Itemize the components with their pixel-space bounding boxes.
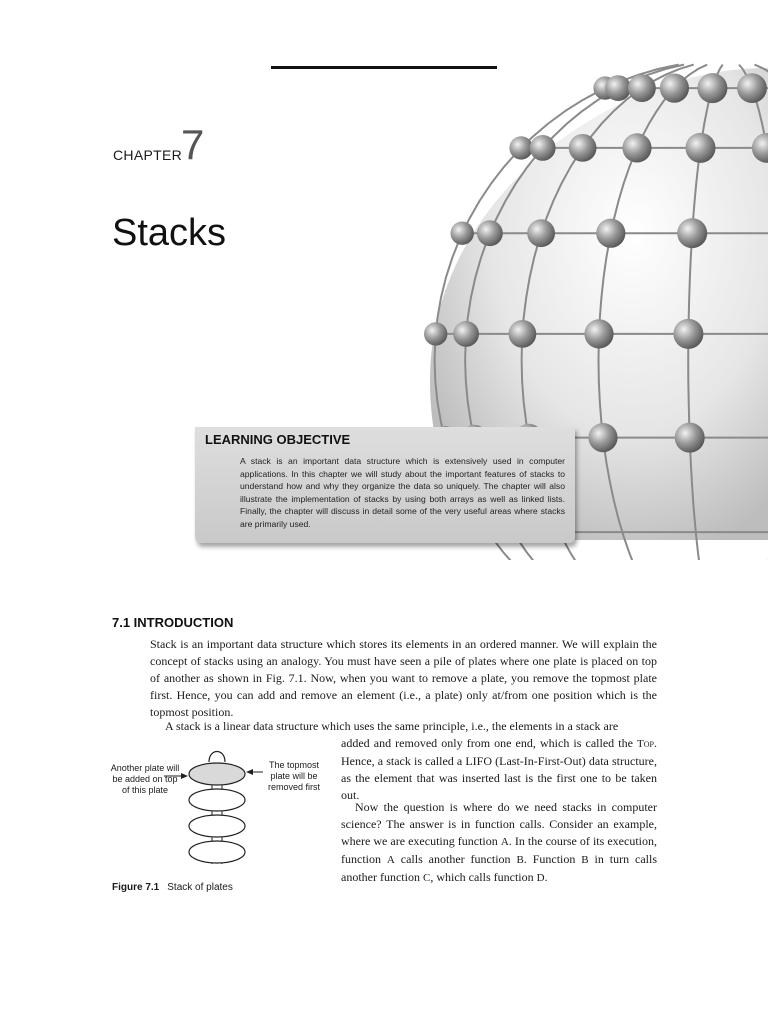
learning-objective-title: LEARNING OBJECTIVE [205, 432, 351, 447]
globe-node [584, 319, 613, 348]
globe-node [527, 219, 555, 247]
function-calls-paragraph: Now the question is where do we need stacks in computer science? The answer is in function calls. Consider an example, where we are executing function A. In the course of its execution, function A calls another function B. Function B in turn calls another function C, which calls function D. [341, 800, 658, 884]
learning-objective-text: A stack is an important data structure which is extensively used in computer applications. In this chapter we will study about the important features of stacks to understand how and why they organize the data so uniquely. The chapter will also illustrate the implementation of stacks by using both arrays as well as linked lists. Finally, the chapter will discuss in detail some of the very useful areas where stacks are primarily used. [240, 456, 565, 529]
globe-node [509, 136, 532, 159]
figure-left-label: Another plate will be added on top of this plate [110, 763, 180, 795]
globe-node [677, 218, 707, 248]
globe-node [697, 73, 727, 103]
stack-paragraph: added and removed only from one end, which is called the Top. Hence, a stack is called a LIFO (Last-In-First-Out) data structure, as the element that was inserted last is the first one to be taken out. [341, 736, 657, 802]
intro-paragraph: Stack is an important data structure which stores its elements in an ordered manner. We will explain the concept of stacks using an analogy. You must have seen a pile of plates where one plate is placed on top of another as shown in Fig. 7.1. Now, when you want to remove a plate, you remove the topmost plate first. Hence, you can add and remove an element (i.e., a plate) only at/from one position which is the topmost position. [150, 637, 657, 719]
globe-node [737, 73, 767, 103]
section-heading: 7.1 INTRODUCTION [112, 615, 234, 630]
globe-node [453, 321, 479, 347]
plate [189, 841, 245, 863]
globe-node [673, 319, 703, 349]
globe-node [686, 133, 716, 163]
figure-right-label: The topmost plate will be removed first [267, 760, 320, 792]
globe-node [675, 423, 705, 453]
chapter-number: 7 [181, 121, 205, 168]
plate [189, 789, 245, 811]
stack-paragraph-first-line: A stack is a linear data structure which uses the same principle, i.e., the elements in a stack are [165, 719, 619, 733]
globe-node [628, 74, 656, 102]
top-term: Top [637, 738, 654, 750]
globe-node [622, 133, 651, 162]
globe-node [530, 135, 556, 161]
globe-node [569, 134, 597, 162]
globe-node [451, 222, 474, 245]
globe-node [509, 320, 537, 348]
globe-node [605, 75, 631, 101]
globe-node [660, 74, 689, 103]
plate [189, 763, 245, 785]
globe-node [596, 219, 625, 248]
chapter-label: CHAPTER [113, 147, 182, 163]
figure-caption: Figure 7.1 Stack of plates [112, 882, 233, 893]
globe-node [588, 423, 617, 452]
plate-handle [209, 752, 225, 763]
chapter-title: Stacks [112, 212, 227, 254]
globe-node [477, 220, 503, 246]
globe-node [424, 322, 447, 345]
plate [189, 815, 245, 837]
